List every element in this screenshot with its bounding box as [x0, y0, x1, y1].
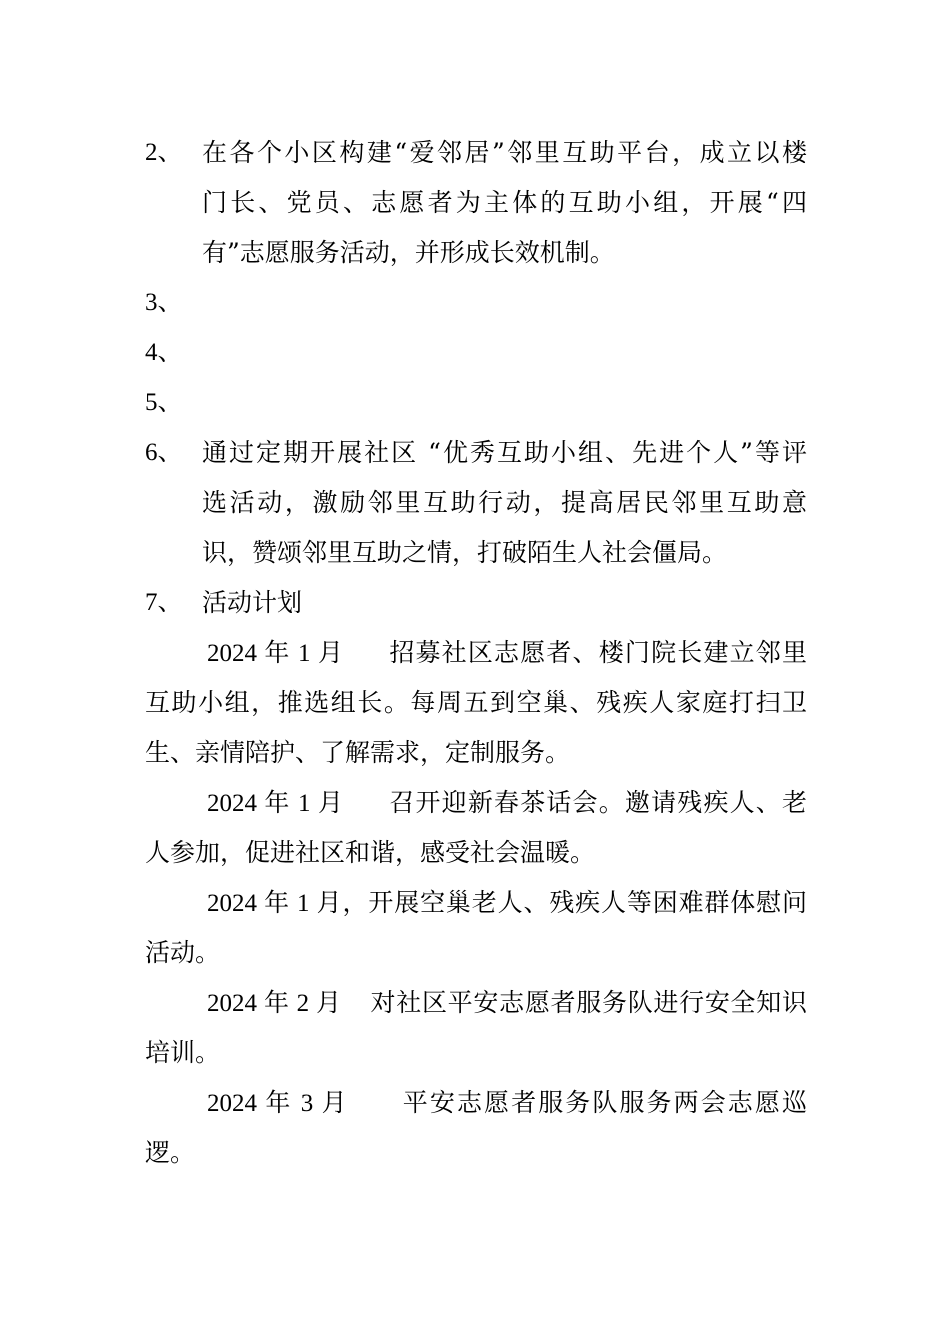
- plan-date: 2024 年 1 月: [207, 890, 343, 917]
- item-number: 7、: [145, 589, 183, 616]
- plan-continuation: [145, 928, 807, 978]
- item-text-line: 门长、党员、志愿者为主体的互助小组，开展“四: [202, 188, 807, 217]
- plan-text-line: 活动。: [145, 938, 221, 967]
- section-heading: 活动计划: [202, 588, 303, 617]
- plan-date: 2024 年 1 月: [207, 790, 345, 817]
- item-number: 6、: [145, 439, 183, 466]
- list-item-continuation: [145, 228, 807, 278]
- item-text-line: 通过定期开展社区 “优秀互助小组、先进个人”等评: [202, 438, 807, 467]
- list-item: [145, 128, 807, 178]
- plan-text-line: 培训。: [145, 1038, 221, 1067]
- plan-first-line: [207, 778, 807, 829]
- plan-continuation: [145, 678, 807, 728]
- plan-date: 2024 年 1 月: [207, 640, 345, 667]
- list-item: [145, 578, 807, 628]
- plan-text-line: 逻。: [145, 1138, 196, 1167]
- plan-text: ，开展空巢老人、残疾人等困难群体慰问: [342, 888, 807, 917]
- plan-text-line: 互助小组，推选组长。每周五到空巢、残疾人家庭打扫卫: [145, 688, 807, 717]
- plan-text-line: 生、亲情陪护、了解需求，定制服务。: [145, 738, 571, 767]
- plan-entry: [145, 1078, 807, 1128]
- item-number: 5、: [145, 389, 183, 416]
- plan-entry: [145, 628, 807, 678]
- item-number: 3、: [145, 289, 183, 316]
- plan-first-line: [207, 1078, 807, 1129]
- item-text-line: 识，赞颂邻里互助之情，打破陌生人社会僵局。: [202, 538, 728, 567]
- plan-continuation: [145, 828, 807, 878]
- list-item: [145, 278, 807, 328]
- plan-date: 2024 年 2 月: [207, 990, 342, 1017]
- item-number: 2、: [145, 139, 183, 166]
- plan-text-line: 人参加，促进社区和谐，感受社会温暖。: [145, 838, 596, 867]
- list-item: [145, 328, 807, 378]
- plan-text: 对社区平安志愿者服务队进行安全知识: [369, 988, 807, 1017]
- list-item-continuation: [145, 178, 807, 228]
- list-item: [145, 378, 807, 428]
- document-body: [145, 128, 807, 1178]
- item-number: 4、: [145, 339, 183, 366]
- item-text-line: 在各个小区构建“爱邻居”邻里互助平台，成立以楼: [202, 138, 807, 167]
- list-item: [145, 428, 807, 478]
- plan-continuation: [145, 1128, 807, 1178]
- plan-date: 2024 年 3 月: [207, 1090, 349, 1117]
- plan-first-line: [207, 978, 807, 1029]
- plan-text: 召开迎新春茶话会。邀请残疾人、老: [388, 788, 807, 817]
- plan-entry: [145, 778, 807, 828]
- plan-continuation: [145, 1028, 807, 1078]
- plan-text: 招募社区志愿者、楼门院长建立邻里: [388, 638, 807, 667]
- plan-continuation: [145, 728, 807, 778]
- list-item-continuation: [145, 528, 807, 578]
- plan-entry: [145, 878, 807, 928]
- plan-text: 平安志愿者服务队服务两会志愿巡: [400, 1088, 807, 1117]
- plan-first-line: [207, 628, 807, 679]
- plan-entry: [145, 978, 807, 1028]
- item-text-line: 有”志愿服务活动，并形成长效机制。: [202, 238, 615, 267]
- list-item-continuation: [145, 478, 807, 528]
- plan-first-line: [207, 878, 807, 929]
- item-text-line: 选活动，激励邻里互助行动，提高居民邻里互助意: [202, 488, 807, 517]
